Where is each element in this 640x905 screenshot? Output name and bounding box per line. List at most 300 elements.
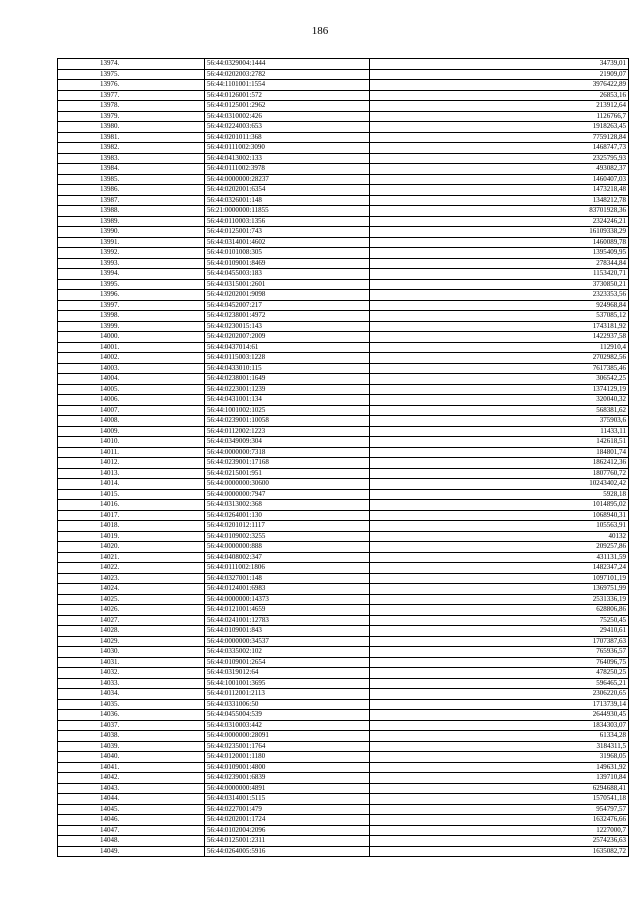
cadastral-value-cell: 2644930,45 [370, 710, 629, 721]
cadastral-number-cell: 56:44:0000000:28091 [205, 731, 370, 742]
cadastral-number-cell: 56:44:0202007:2009 [205, 332, 370, 343]
table-row [58, 720, 629, 731]
cadastral-value-cell: 184801,74 [370, 447, 629, 458]
table-row [58, 279, 629, 290]
cadastral-value-cell: 764096,75 [370, 657, 629, 668]
row-number-cell: 14046. [58, 815, 205, 826]
cadastral-number-cell: 56:44:0110003:1356 [205, 216, 370, 227]
table-row [58, 542, 629, 553]
table-row [58, 426, 629, 437]
cadastral-number-cell: 56:44:0101008:305 [205, 248, 370, 259]
cadastral-value-cell: 478250,25 [370, 668, 629, 679]
row-number-cell: 14029. [58, 636, 205, 647]
cadastral-value-cell: 105563,91 [370, 521, 629, 532]
cadastral-value-cell: 1369751,99 [370, 584, 629, 595]
row-number-cell: 14013. [58, 468, 205, 479]
cadastral-number-cell: 56:44:0125001:743 [205, 227, 370, 238]
table-row [58, 111, 629, 122]
row-number-cell: 13976. [58, 80, 205, 91]
cadastral-value-cell: 320040,32 [370, 395, 629, 406]
row-number-cell: 14004. [58, 374, 205, 385]
cadastral-number-cell: 56:44:0000000:14373 [205, 594, 370, 605]
registry-table-body [58, 59, 629, 857]
cadastral-number-cell: 56:44:0413002:133 [205, 153, 370, 164]
row-number-cell: 14037. [58, 720, 205, 731]
row-number-cell: 13988. [58, 206, 205, 217]
cadastral-value-cell: 1097101,19 [370, 573, 629, 584]
row-number-cell: 13979. [58, 111, 205, 122]
row-number-cell: 14016. [58, 500, 205, 511]
table-row [58, 185, 629, 196]
table-row [58, 773, 629, 784]
row-number-cell: 13975. [58, 69, 205, 80]
table-row [58, 836, 629, 847]
cadastral-value-cell: 1632476,66 [370, 815, 629, 826]
cadastral-value-cell: 2306220,65 [370, 689, 629, 700]
row-number-cell: 14043. [58, 783, 205, 794]
row-number-cell: 13996. [58, 290, 205, 301]
cadastral-value-cell: 1422937,58 [370, 332, 629, 343]
cadastral-value-cell: 5928,18 [370, 489, 629, 500]
cadastral-value-cell: 924968,84 [370, 300, 629, 311]
cadastral-value-cell: 3730850,21 [370, 279, 629, 290]
row-number-cell: 13981. [58, 132, 205, 143]
table-row [58, 353, 629, 364]
row-number-cell: 14020. [58, 542, 205, 553]
cadastral-value-cell: 2702982,56 [370, 353, 629, 364]
cadastral-value-cell: 765936,57 [370, 647, 629, 658]
table-row [58, 69, 629, 80]
table-row [58, 437, 629, 448]
cadastral-number-cell: 56:44:0227001:479 [205, 804, 370, 815]
table-row [58, 804, 629, 815]
cadastral-number-cell: 56:44:0125001:2311 [205, 836, 370, 847]
cadastral-value-cell: 61334,28 [370, 731, 629, 742]
cadastral-number-cell: 56:44:0109001:843 [205, 626, 370, 637]
cadastral-value-cell: 1348212,78 [370, 195, 629, 206]
cadastral-number-cell: 56:44:0000000:888 [205, 542, 370, 553]
cadastral-value-cell: 306542,25 [370, 374, 629, 385]
cadastral-value-cell: 596465,21 [370, 678, 629, 689]
table-row [58, 741, 629, 752]
table-row [58, 605, 629, 616]
row-number-cell: 13991. [58, 237, 205, 248]
row-number-cell: 14021. [58, 552, 205, 563]
cadastral-value-cell: 1374129,19 [370, 384, 629, 395]
cadastral-value-cell: 1395409,95 [370, 248, 629, 259]
cadastral-number-cell: 56:44:0235001:1764 [205, 741, 370, 752]
table-row [58, 479, 629, 490]
row-number-cell: 13992. [58, 248, 205, 259]
cadastral-number-cell: 56:44:0000000:4891 [205, 783, 370, 794]
cadastral-value-cell: 26853,16 [370, 90, 629, 101]
table-row [58, 384, 629, 395]
cadastral-number-cell: 56:44:0126001:572 [205, 90, 370, 101]
cadastral-number-cell: 56:21:0000000:11855 [205, 206, 370, 217]
cadastral-value-cell: 431131,59 [370, 552, 629, 563]
row-number-cell: 13998. [58, 311, 205, 322]
cadastral-number-cell: 56:44:0431001:134 [205, 395, 370, 406]
cadastral-number-cell: 56:44:0102004:2096 [205, 825, 370, 836]
table-row [58, 752, 629, 763]
cadastral-value-cell: 1713739,14 [370, 699, 629, 710]
table-row [58, 195, 629, 206]
cadastral-value-cell: 1460089,78 [370, 237, 629, 248]
cadastral-value-cell: 2325795,93 [370, 153, 629, 164]
table-row [58, 531, 629, 542]
cadastral-number-cell: 56:44:0111002:3090 [205, 143, 370, 154]
row-number-cell: 13990. [58, 227, 205, 238]
row-number-cell: 14049. [58, 846, 205, 857]
row-number-cell: 14025. [58, 594, 205, 605]
cadastral-number-cell: 56:44:0202001:6354 [205, 185, 370, 196]
registry-table [57, 58, 629, 857]
table-row [58, 468, 629, 479]
row-number-cell: 13993. [58, 258, 205, 269]
table-row [58, 290, 629, 301]
row-number-cell: 13999. [58, 321, 205, 332]
cadastral-number-cell: 56:44:0202003:2782 [205, 69, 370, 80]
cadastral-value-cell: 1635082,72 [370, 846, 629, 857]
table-row [58, 342, 629, 353]
cadastral-number-cell: 56:44:0112001:2113 [205, 689, 370, 700]
row-number-cell: 13985. [58, 174, 205, 185]
row-number-cell: 14045. [58, 804, 205, 815]
cadastral-number-cell: 56:44:0335002:102 [205, 647, 370, 658]
cadastral-number-cell: 56:44:0239001:10058 [205, 416, 370, 427]
cadastral-number-cell: 56:44:0241001:12783 [205, 615, 370, 626]
table-row [58, 416, 629, 427]
cadastral-number-cell: 56:44:0264001:130 [205, 510, 370, 521]
table-row [58, 258, 629, 269]
cadastral-value-cell: 7759128,84 [370, 132, 629, 143]
cadastral-number-cell: 56:44:0331006:50 [205, 699, 370, 710]
table-row [58, 311, 629, 322]
row-number-cell: 13986. [58, 185, 205, 196]
cadastral-number-cell: 56:44:0202001:9098 [205, 290, 370, 301]
row-number-cell: 14023. [58, 573, 205, 584]
row-number-cell: 14048. [58, 836, 205, 847]
row-number-cell: 14031. [58, 657, 205, 668]
cadastral-number-cell: 56:44:0264005:5916 [205, 846, 370, 857]
row-number-cell: 13980. [58, 122, 205, 133]
table-row [58, 374, 629, 385]
cadastral-value-cell: 213912,64 [370, 101, 629, 112]
table-row [58, 762, 629, 773]
cadastral-number-cell: 56:44:0111002:1806 [205, 563, 370, 574]
table-row [58, 678, 629, 689]
row-number-cell: 14036. [58, 710, 205, 721]
cadastral-value-cell: 568381,62 [370, 405, 629, 416]
cadastral-number-cell: 56:44:0215001:951 [205, 468, 370, 479]
table-row [58, 321, 629, 332]
row-number-cell: 13982. [58, 143, 205, 154]
cadastral-value-cell: 1834303,07 [370, 720, 629, 731]
table-row [58, 132, 629, 143]
table-row [58, 563, 629, 574]
row-number-cell: 14030. [58, 647, 205, 658]
row-number-cell: 14034. [58, 689, 205, 700]
cadastral-number-cell: 56:44:0408002:347 [205, 552, 370, 563]
cadastral-value-cell: 2323353,56 [370, 290, 629, 301]
table-row [58, 237, 629, 248]
cadastral-value-cell: 1014895,02 [370, 500, 629, 511]
cadastral-value-cell: 1473218,48 [370, 185, 629, 196]
cadastral-number-cell: 56:44:0120001:1180 [205, 752, 370, 763]
cadastral-value-cell: 75250,45 [370, 615, 629, 626]
cadastral-number-cell: 56:44:0327001:148 [205, 573, 370, 584]
row-number-cell: 14024. [58, 584, 205, 595]
cadastral-number-cell: 56:44:1001002:1025 [205, 405, 370, 416]
cadastral-value-cell: 1068940,31 [370, 510, 629, 521]
row-number-cell: 13994. [58, 269, 205, 280]
row-number-cell: 14001. [58, 342, 205, 353]
cadastral-number-cell: 56:44:0224003:653 [205, 122, 370, 133]
table-row [58, 500, 629, 511]
row-number-cell: 14040. [58, 752, 205, 763]
cadastral-value-cell: 29410,61 [370, 626, 629, 637]
row-number-cell: 14018. [58, 521, 205, 532]
cadastral-value-cell: 142618,51 [370, 437, 629, 448]
table-row [58, 248, 629, 259]
cadastral-value-cell: 21909,07 [370, 69, 629, 80]
cadastral-value-cell: 31968,05 [370, 752, 629, 763]
cadastral-number-cell: 56:44:0238001:1649 [205, 374, 370, 385]
cadastral-value-cell: 7617385,46 [370, 363, 629, 374]
row-number-cell: 14006. [58, 395, 205, 406]
cadastral-number-cell: 56:44:0000000:34537 [205, 636, 370, 647]
cadastral-number-cell: 56:44:0109002:3255 [205, 531, 370, 542]
row-number-cell: 13995. [58, 279, 205, 290]
cadastral-value-cell: 1862412,36 [370, 458, 629, 469]
cadastral-number-cell: 56:44:0437014:61 [205, 342, 370, 353]
cadastral-value-cell: 139710,84 [370, 773, 629, 784]
cadastral-number-cell: 56:44:0326001:148 [205, 195, 370, 206]
cadastral-number-cell: 56:44:1101001:1554 [205, 80, 370, 91]
table-row [58, 783, 629, 794]
row-number-cell: 14005. [58, 384, 205, 395]
row-number-cell: 14002. [58, 353, 205, 364]
cadastral-value-cell: 112910,4 [370, 342, 629, 353]
row-number-cell: 14017. [58, 510, 205, 521]
cadastral-number-cell: 56:44:0310003:442 [205, 720, 370, 731]
table-row [58, 573, 629, 584]
table-row [58, 90, 629, 101]
cadastral-number-cell: 56:44:0223001:1239 [205, 384, 370, 395]
cadastral-number-cell: 56:44:0315001:2601 [205, 279, 370, 290]
cadastral-number-cell: 56:44:0239001:17168 [205, 458, 370, 469]
cadastral-value-cell: 2574236,63 [370, 836, 629, 847]
row-number-cell: 14015. [58, 489, 205, 500]
cadastral-value-cell: 209257,86 [370, 542, 629, 553]
table-row [58, 59, 629, 70]
row-number-cell: 14047. [58, 825, 205, 836]
table-row [58, 363, 629, 374]
cadastral-value-cell: 278344,84 [370, 258, 629, 269]
row-number-cell: 13984. [58, 164, 205, 175]
table-row [58, 489, 629, 500]
row-number-cell: 14008. [58, 416, 205, 427]
cadastral-number-cell: 56:44:0239001:6839 [205, 773, 370, 784]
table-row [58, 657, 629, 668]
cadastral-value-cell: 1482347,24 [370, 563, 629, 574]
table-row [58, 458, 629, 469]
table-row [58, 447, 629, 458]
cadastral-value-cell: 954797,57 [370, 804, 629, 815]
cadastral-value-cell: 10243402,42 [370, 479, 629, 490]
row-number-cell: 13983. [58, 153, 205, 164]
row-number-cell: 13978. [58, 101, 205, 112]
cadastral-value-cell: 375903,6 [370, 416, 629, 427]
cadastral-number-cell: 56:44:0329004:1444 [205, 59, 370, 70]
cadastral-value-cell: 1460407,03 [370, 174, 629, 185]
table-row [58, 80, 629, 91]
cadastral-number-cell: 56:44:0000000:7947 [205, 489, 370, 500]
table-row [58, 395, 629, 406]
table-row [58, 552, 629, 563]
table-row [58, 584, 629, 595]
row-number-cell: 14019. [58, 531, 205, 542]
row-number-cell: 14011. [58, 447, 205, 458]
row-number-cell: 14009. [58, 426, 205, 437]
cadastral-value-cell: 1570541,18 [370, 794, 629, 805]
table-row [58, 594, 629, 605]
table-row [58, 647, 629, 658]
row-number-cell: 13974. [58, 59, 205, 70]
row-number-cell: 13997. [58, 300, 205, 311]
cadastral-number-cell: 56:44:0201011:368 [205, 132, 370, 143]
cadastral-value-cell: 6294688,41 [370, 783, 629, 794]
row-number-cell: 14041. [58, 762, 205, 773]
cadastral-number-cell: 56:44:0314001:5115 [205, 794, 370, 805]
table-row [58, 405, 629, 416]
cadastral-number-cell: 56:44:0109001:2654 [205, 657, 370, 668]
cadastral-number-cell: 56:44:0319012:64 [205, 668, 370, 679]
cadastral-number-cell: 56:44:0115003:1228 [205, 353, 370, 364]
cadastral-value-cell: 493082,37 [370, 164, 629, 175]
row-number-cell: 14010. [58, 437, 205, 448]
row-number-cell: 13987. [58, 195, 205, 206]
cadastral-value-cell: 149631,92 [370, 762, 629, 773]
row-number-cell: 14032. [58, 668, 205, 679]
row-number-cell: 14039. [58, 741, 205, 752]
table-row [58, 626, 629, 637]
cadastral-number-cell: 56:44:0310002:426 [205, 111, 370, 122]
row-number-cell: 14028. [58, 626, 205, 637]
cadastral-number-cell: 56:44:0112002:1223 [205, 426, 370, 437]
cadastral-value-cell: 537085,12 [370, 311, 629, 322]
table-row [58, 615, 629, 626]
cadastral-number-cell: 56:44:0202001:1724 [205, 815, 370, 826]
cadastral-number-cell: 56:44:0314001:4602 [205, 237, 370, 248]
row-number-cell: 14000. [58, 332, 205, 343]
row-number-cell: 13977. [58, 90, 205, 101]
cadastral-number-cell: 56:44:0230015:143 [205, 321, 370, 332]
cadastral-number-cell: 56:44:0000000:28237 [205, 174, 370, 185]
cadastral-value-cell: 2324246,21 [370, 216, 629, 227]
row-number-cell: 14042. [58, 773, 205, 784]
page-number: 186 [311, 25, 329, 37]
table-row [58, 846, 629, 857]
table-row [58, 164, 629, 175]
row-number-cell: 14038. [58, 731, 205, 742]
cadastral-value-cell: 1468747,73 [370, 143, 629, 154]
cadastral-number-cell: 56:44:1001001:3695 [205, 678, 370, 689]
cadastral-number-cell: 56:44:0455004:539 [205, 710, 370, 721]
row-number-cell: 14022. [58, 563, 205, 574]
cadastral-value-cell: 83701928,36 [370, 206, 629, 217]
cadastral-value-cell: 1126766,7 [370, 111, 629, 122]
cadastral-value-cell: 16109338,29 [370, 227, 629, 238]
row-number-cell: 14027. [58, 615, 205, 626]
cadastral-value-cell: 1807760,72 [370, 468, 629, 479]
table-row [58, 216, 629, 227]
cadastral-value-cell: 40132 [370, 531, 629, 542]
table-row [58, 122, 629, 133]
cadastral-value-cell: 34739,01 [370, 59, 629, 70]
row-number-cell: 14003. [58, 363, 205, 374]
cadastral-value-cell: 1227000,7 [370, 825, 629, 836]
cadastral-number-cell: 56:44:0201012:1117 [205, 521, 370, 532]
cadastral-value-cell: 2531336,19 [370, 594, 629, 605]
table-row [58, 174, 629, 185]
table-row [58, 153, 629, 164]
cadastral-number-cell: 56:44:0109001:4800 [205, 762, 370, 773]
row-number-cell: 14014. [58, 479, 205, 490]
cadastral-number-cell: 56:44:0313002:368 [205, 500, 370, 511]
cadastral-value-cell: 1918263,45 [370, 122, 629, 133]
row-number-cell: 14026. [58, 605, 205, 616]
row-number-cell: 14033. [58, 678, 205, 689]
cadastral-number-cell: 56:44:0111002:3978 [205, 164, 370, 175]
row-number-cell: 14044. [58, 794, 205, 805]
cadastral-number-cell: 56:44:0124001:6983 [205, 584, 370, 595]
table-row [58, 227, 629, 238]
table-row [58, 206, 629, 217]
table-row [58, 699, 629, 710]
cadastral-value-cell: 1153420,71 [370, 269, 629, 280]
table-row [58, 269, 629, 280]
table-row [58, 689, 629, 700]
row-number-cell: 14035. [58, 699, 205, 710]
table-row [58, 815, 629, 826]
cadastral-number-cell: 56:44:0121001:4659 [205, 605, 370, 616]
table-row [58, 636, 629, 647]
table-row [58, 143, 629, 154]
table-row [58, 710, 629, 721]
cadastral-value-cell: 628806,86 [370, 605, 629, 616]
cadastral-value-cell: 3184311,5 [370, 741, 629, 752]
cadastral-value-cell: 1743181,92 [370, 321, 629, 332]
table-row [58, 668, 629, 679]
table-row [58, 510, 629, 521]
row-number-cell: 14007. [58, 405, 205, 416]
cadastral-number-cell: 56:44:0349009:304 [205, 437, 370, 448]
cadastral-value-cell: 1707387,63 [370, 636, 629, 647]
row-number-cell: 13989. [58, 216, 205, 227]
cadastral-number-cell: 56:44:0452007:217 [205, 300, 370, 311]
cadastral-number-cell: 56:44:0433010:115 [205, 363, 370, 374]
cadastral-number-cell: 56:44:0455003:183 [205, 269, 370, 280]
table-row [58, 300, 629, 311]
cadastral-number-cell: 56:44:0000000:30600 [205, 479, 370, 490]
cadastral-number-cell: 56:44:0109001:8469 [205, 258, 370, 269]
table-row [58, 794, 629, 805]
table-row [58, 332, 629, 343]
cadastral-number-cell: 56:44:0000000:7318 [205, 447, 370, 458]
cadastral-value-cell: 11433,11 [370, 426, 629, 437]
row-number-cell: 14012. [58, 458, 205, 469]
